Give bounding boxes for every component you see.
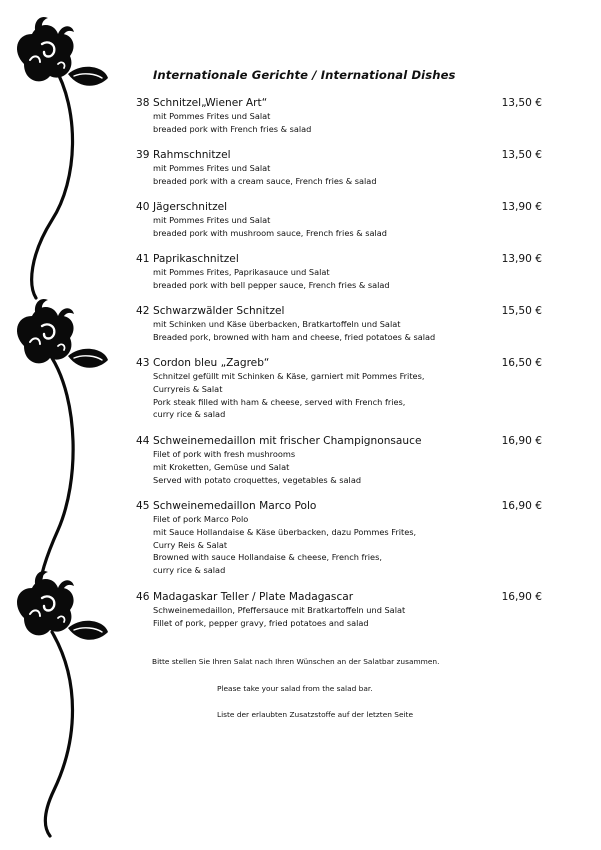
description-line: curry rice & salad (153, 409, 226, 420)
item-price: 13,50 € (501, 97, 542, 109)
description-line: Breaded pork, browned with ham and cheese, fried potatoes & salad (153, 331, 436, 342)
item-description (153, 214, 546, 240)
description-line: mit Pommes Frites und Salat (153, 111, 271, 121)
item-description (153, 266, 546, 292)
item-name: Schwarzwälder Schnitzel (153, 305, 285, 317)
menu-item (136, 148, 546, 188)
item-price: 15,50 € (501, 305, 542, 317)
item-number: 39 (136, 149, 150, 161)
item-name: Madagaskar Teller / Plate Madagascar (153, 591, 354, 603)
item-name: Schweinemedaillon Marco Polo (153, 500, 317, 512)
description-line: mit Pommes Frites und Salat (153, 215, 271, 225)
item-description (153, 162, 546, 188)
description-line: breaded pork with French fries & salad (153, 123, 312, 134)
item-description (153, 604, 546, 630)
item-price: 16,90 € (501, 500, 542, 512)
item-name: Cordon bleu „Zagreb“ (153, 357, 270, 369)
additives-note: Liste der erlaubten Zusatzstoffe auf der letzten Seite (217, 710, 414, 719)
item-number: 40 (136, 201, 150, 213)
description-line: breaded pork with a cream sauce, French fries & salad (153, 175, 377, 186)
item-name: Schnitzel„Wiener Art“ (153, 97, 268, 109)
menu-item (136, 590, 546, 630)
item-number: 41 (136, 253, 150, 265)
menu-item (136, 200, 546, 240)
item-number: 45 (136, 500, 150, 512)
description-line: Filet of pork Marco Polo (153, 514, 249, 524)
item-price: 16,50 € (501, 357, 542, 369)
item-price: 13,90 € (501, 253, 542, 265)
item-description (153, 110, 546, 136)
description-line: Fillet of pork, pepper gravy, fried potatoes and salad (153, 617, 369, 628)
description-line: curry rice & salad (153, 565, 226, 576)
salad-note-en: Please take your salad from the salad bar. (217, 684, 373, 693)
salad-note-de: Bitte stellen Sie Ihren Salat nach Ihren Wünschen an der Salatbar zusammen. (152, 657, 440, 666)
item-price: 16,90 € (501, 591, 542, 603)
description-line: Schweinemedaillon, Pfeffersauce mit Bratkartoffeln und Salat (153, 605, 406, 615)
item-number: 46 (136, 591, 150, 603)
item-price: 13,90 € (501, 201, 542, 213)
item-number: 38 (136, 97, 150, 109)
description-line: mit Sauce Hollandaise & Käse überbacken, dazu Pommes Frites, (153, 526, 417, 537)
description-line: mit Pommes Frites und Salat (153, 163, 271, 173)
description-line: Schnitzel gefüllt mit Schinken & Käse, garniert mit Pommes Frites, (153, 371, 425, 381)
item-name: Rahmschnitzel (153, 149, 231, 161)
description-line: Curry Reis & Salat (153, 539, 228, 550)
section-title: Internationale Gerichte / International Dishes (153, 68, 456, 82)
item-description (153, 448, 546, 486)
item-number: 43 (136, 357, 150, 369)
menu-item (136, 434, 546, 486)
item-description (153, 513, 546, 577)
item-description (153, 370, 546, 421)
description-line: Browned with sauce Hollandaise & cheese, French fries, (153, 552, 382, 563)
description-line: Filet of pork with fresh mushrooms (153, 449, 296, 459)
item-name: Jägerschnitzel (153, 201, 228, 213)
menu-item (136, 356, 546, 421)
menu-item (136, 304, 546, 344)
description-line: breaded pork with bell pepper sauce, French fries & salad (153, 279, 390, 290)
menu-item (136, 96, 546, 136)
description-line: Curryreis & Salat (153, 383, 223, 394)
item-price: 16,90 € (501, 435, 542, 447)
item-name: Paprikaschnitzel (153, 253, 239, 265)
item-number: 44 (136, 435, 150, 447)
description-line: mit Schinken und Käse überbacken, Bratkartoffeln und Salat (153, 319, 401, 329)
description-line: mit Pommes Frites, Paprikasauce und Salat (153, 267, 330, 277)
menu-item (136, 499, 546, 577)
item-description (153, 318, 546, 344)
item-name: Schweinemedaillon mit frischer Champignonsauce (153, 435, 422, 447)
menu-item (136, 252, 546, 292)
description-line: Served with potato croquettes, vegetables & salad (153, 474, 362, 485)
floral-ornament (0, 0, 120, 850)
description-line: breaded pork with mushroom sauce, French fries & salad (153, 227, 387, 238)
item-number: 42 (136, 305, 150, 317)
item-price: 13,50 € (501, 149, 542, 161)
description-line: mit Kroketten, Gemüse und Salat (153, 461, 290, 472)
description-line: Pork steak filled with ham & cheese, served with French fries, (153, 396, 406, 407)
